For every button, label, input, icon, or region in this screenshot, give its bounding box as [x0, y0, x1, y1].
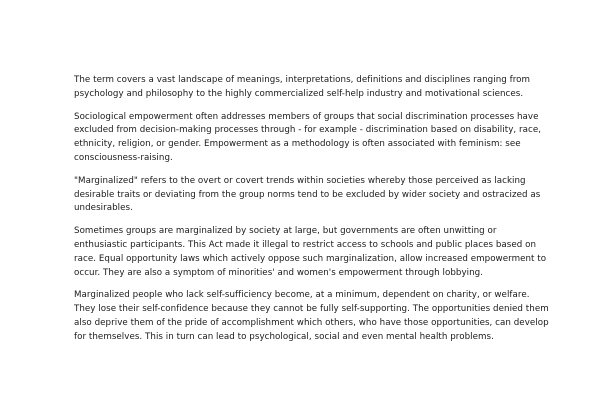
document-body [74, 74, 549, 354]
paragraph-government-role: Sometimes groups are marginalized by society at large, but governments are often unwitting or enthusiastic participants. This Act made it illegal to restrict access to schools and public places based on race. Equal opportunity laws which actively oppose such marginalization, allow increased empowerment to occur. They are also a symptom of minorities' and women's empowerment through lobbying. [74, 226, 547, 278]
paragraph-sociological-empowerment: Sociological empowerment often addresses members of groups that social discrimination processes have excluded from decision-making processes through - for example - discrimination based on disability, race, ethnicity, religion, or gender. Empowerment as a methodology is often associated with feminism: see consciousness-raising. [74, 111, 542, 163]
paragraph-term-definition: The term covers a vast landscape of meanings, interpretations, definitions and disciplines ranging from psychology and philosophy to the highly commercialized self-help industry and motivational sciences. [74, 75, 531, 99]
paragraph-self-sufficiency: Marginalized people who lack self-sufficiency become, at a minimum, dependent on charity, or welfare. They lose their self-confidence because they cannot be fully self-supporting. The opportunities denied them also deprive them of the pride of accomplishment which others, who have those opportunities, can develop for themselves. This in turn can lead to psychological, social and even mental health problems. [74, 290, 549, 342]
paragraph-marginalized-definition: "Marginalized" refers to the overt or covert trends within societies whereby those perceived as lacking desirable traits or deviating from the group norms tend to be excluded by wider society and ostracized as undesirables. [74, 175, 541, 214]
